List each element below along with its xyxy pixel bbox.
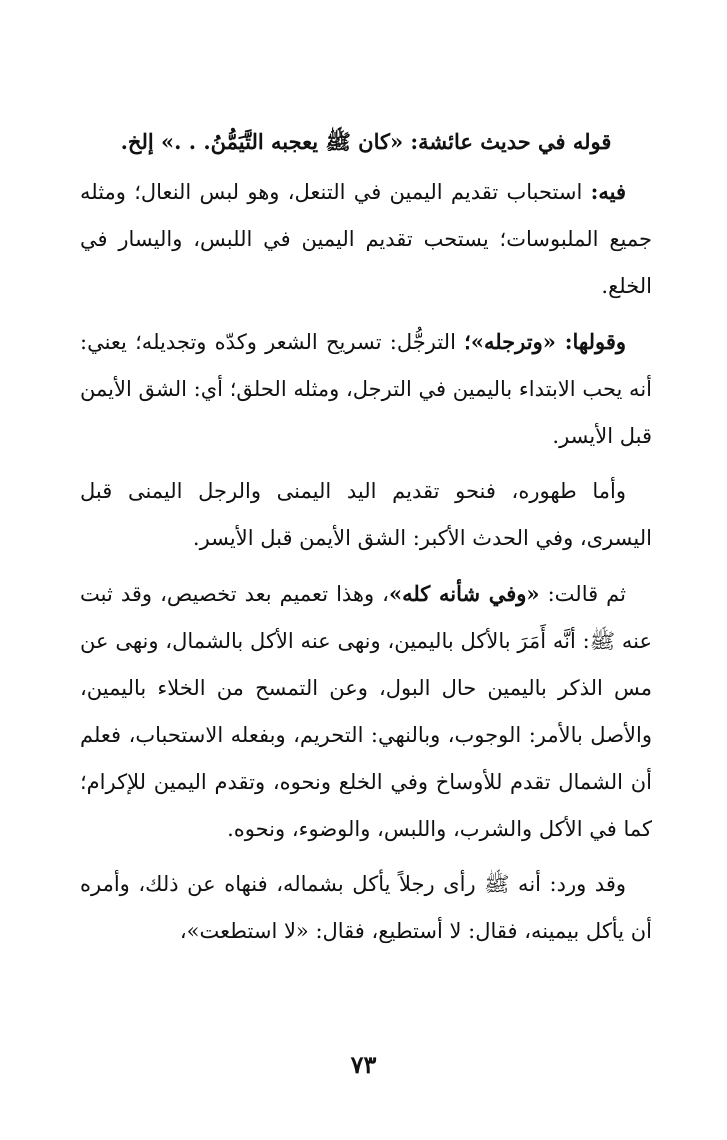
paragraph-1-text: استحباب تقديم اليمين في التنعل، وهو لبس النعال؛ ومثله جميع الملبوسات؛ يستحب تقديم اليمين في اللبس، واليسار في الخلع. <box>80 180 652 298</box>
heading-tail: إلخ. <box>120 129 154 154</box>
paragraph-2-text: الترجُّل: تسريح الشعر وكدّه وتجديله؛ يعني: أنه يحب الابتداء باليمين في الترجل، ومثله الحلق؛ أي: الشق الأيمن قبل الأيسر. <box>80 330 652 448</box>
paragraph-5-text: وقد ورد: أنه ﷺ رأى رجلاً يأكل بشماله، فنهاه عن ذلك، وأمره أن يأكل بيمينه، فقال: لا أستطيع، فقال: «لا استطعت»، <box>80 872 652 943</box>
heading-lead: قوله في حديث عائشة: <box>410 129 612 154</box>
paragraph-3-text: وأما طهوره، فنحو تقديم اليد اليمنى والرجل اليمنى قبل اليسرى، وفي الحدث الأكبر: الشق الأيمن قبل الأيسر. <box>80 479 652 550</box>
paragraph-4-quote: «وفي شأنه كله» <box>388 581 540 606</box>
paragraph-2-lead: وقولها: «وترجله»؛ <box>464 329 626 354</box>
paragraph-3 <box>80 468 652 562</box>
paragraph-1 <box>80 168 652 310</box>
paragraph-1-lead: فيه: <box>590 179 626 204</box>
page-body <box>80 118 652 963</box>
paragraph-4-text: ، وهذا تعميم بعد تخصيص، وقد ثبت عنه ﷺ: أنَّه أَمَرَ بالأكل باليمين، ونهى عنه الأكل بالشمال، ونهى عن مس الذكر باليمين حال البول، وعن التمسح من الخلاء باليمين، والأصل بالأمر: الوجوب، وبالنهي: التحريم، وبفعله الاستحباب، فعلم أن الشمال تقدم للأوساخ وفي الخلع ونحوه، وتقدم اليمين للإكرام؛ كما في الأكل والشرب، واللبس، والوضوء، ونحوه. <box>80 582 652 841</box>
paragraph-2 <box>80 318 652 460</box>
paragraph-4-pre: ثم قالت: <box>539 582 626 606</box>
section-heading <box>80 118 652 166</box>
paragraph-4 <box>80 570 652 853</box>
paragraph-5 <box>80 861 652 955</box>
heading-quote: «كان ﷺ يعجبه التَّيَمُّنُ. . .» <box>161 129 404 154</box>
page-number: ٧٣ <box>350 1050 377 1079</box>
